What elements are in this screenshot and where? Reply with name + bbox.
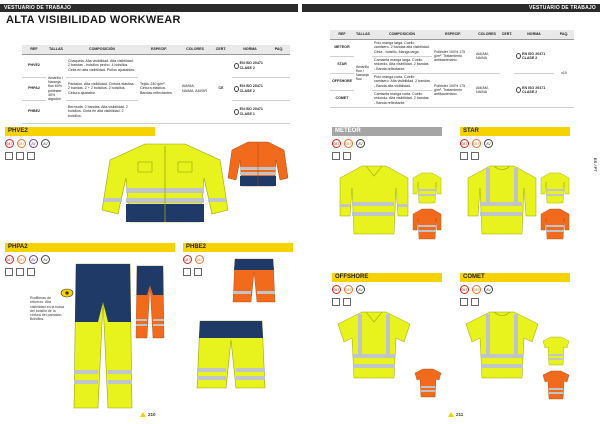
right-header-bar: [302, 4, 600, 12]
meteor-yellow-polo-small-image: [412, 172, 442, 204]
col-header: COMPOSICIÓN: [372, 30, 432, 39]
table-header-row: [330, 30, 574, 39]
certification-icon: 20471: [195, 255, 204, 264]
row-colors: AM/MA, NA/MA, AM/GR: [180, 54, 210, 123]
col-header: TALLAS: [354, 30, 372, 39]
row-pack: x10: [554, 39, 574, 107]
phpa2-orange-trousers-image: [135, 265, 165, 340]
color-swatch-row: [460, 152, 479, 160]
row-norm: [232, 54, 268, 77]
left-section-label: VESTUARIO DE TRABAJO: [4, 5, 72, 11]
col-header: NORMA: [514, 30, 554, 39]
product-label-star: STAR: [460, 127, 570, 136]
phve2-orange-jacket-image: [228, 140, 288, 190]
row-model: PHBE2: [22, 100, 46, 123]
feature-icon: AV: [484, 139, 493, 148]
col-header: ESPECIF.: [138, 45, 180, 54]
badge-row: [332, 139, 365, 148]
swatch-icon: [460, 298, 468, 306]
row-colors: AM/AM, NA/NA: [474, 39, 500, 73]
col-header: PAQ.: [554, 30, 574, 39]
swatch-icon: [27, 152, 35, 160]
row-model: PHVE2: [22, 54, 46, 77]
comet-yellow-shirt-small-image: [542, 336, 570, 366]
col-header: TALLAS: [46, 45, 66, 54]
class-icon: AV: [29, 139, 38, 148]
phpa2-yellow-trousers-image: [72, 262, 134, 412]
page-title: ALTA VISIBILIDAD WORKWEAR: [6, 14, 181, 26]
swatch-icon: [332, 152, 340, 160]
row-desc: Camiseta manga larga. Cuello redondo. Alta visibilidad. 2 bandas - Banda reflectante.: [372, 56, 432, 73]
col-header: CERT.: [500, 30, 514, 39]
product-label-comet: COMET: [460, 273, 570, 282]
badge-row: [5, 255, 50, 264]
offshore-yellow-polo-image: [336, 310, 412, 380]
norm-text: EN ISO 20471 CLASE 2: [522, 85, 546, 94]
phve2-yellow-jacket-image: [100, 140, 230, 230]
phbe2-yellow-bermuda-image: [196, 320, 266, 390]
page-number-text: 211: [456, 412, 464, 417]
swatch-icon: [471, 298, 479, 306]
triangle-icon: [140, 412, 146, 417]
col-header: NORMA: [232, 45, 268, 54]
product-label-phve2: PHVE2: [5, 127, 155, 136]
feature-icon: AV: [41, 139, 50, 148]
star-yellow-shirt-image: [466, 164, 538, 236]
swatch-icon: [16, 152, 24, 160]
row-norm: [232, 77, 268, 100]
row-spec: Tejido 240 g/m². Cintura elástica. Bandas reflectantes.: [138, 54, 180, 123]
norm-icon: [234, 86, 239, 92]
badge-row: [183, 255, 204, 264]
col-header: CERT.: [210, 45, 232, 54]
norm-text: EN ISO 20471 CLASE 1: [239, 107, 263, 116]
row-norm: [232, 100, 268, 123]
page-number-right: [448, 412, 463, 417]
feature-icon: AV: [356, 139, 365, 148]
norm-text: EN ISO 20471 CLASE 2: [239, 84, 263, 93]
right-spec-table: [330, 30, 574, 108]
triangle-icon: [448, 412, 454, 417]
color-swatch-row: [5, 152, 35, 160]
color-swatch-row: [332, 152, 351, 160]
feature-icon: AV: [356, 285, 365, 294]
certification-icon: 20471: [5, 139, 14, 148]
certification-icon: 20471: [332, 139, 341, 148]
table-row: [22, 54, 290, 77]
norm-icon: [234, 63, 239, 69]
row-cert: [210, 54, 232, 123]
swatch-icon: [5, 152, 13, 160]
row-norm: [514, 73, 554, 107]
row-pack: [268, 100, 290, 123]
row-norm: [514, 39, 554, 73]
row-sizes: Amarillo fluo / Naranja fluo: [354, 39, 372, 107]
swatch-icon: [332, 298, 340, 306]
row-desc: Polo manga larga. Cuello camisero. 2 bandas alta visibilidad. Cinta - bolsillo. Manga larga.: [372, 39, 432, 56]
side-note: Rodilleras de refuerzo. Alta visibilidad en la bolsa del bolsillo de la cintura del pantalón. Bolsillos.: [30, 296, 64, 322]
star-orange-shirt-image: [540, 208, 570, 240]
meteor-orange-polo-image: [412, 208, 442, 240]
col-header: COLORES: [180, 45, 210, 54]
side-tab: ES / PT: [593, 158, 598, 172]
row-desc: Camiseta manga corta. Cuello redondo. Alta visibilidad. 2 bandas - Banda reflectante.: [372, 90, 432, 107]
swatch-icon: [5, 268, 13, 276]
swatch-icon: [343, 298, 351, 306]
row-desc: Chaqueta. Alta visibilidad. Alta visibilidad. 2 bandas - bolsillos pecho. 4 bolsillos. Cinta en alta visibilidad. Puños ajustables.: [66, 54, 138, 77]
certification-icon: 20471: [460, 139, 469, 148]
product-label-offshore: OFFSHORE: [332, 273, 442, 282]
norm-icon: [234, 109, 239, 115]
certification-icon: 20471: [344, 139, 353, 148]
col-header: REF: [22, 45, 46, 54]
color-swatch-row: [460, 298, 479, 306]
row-pack: [268, 77, 290, 100]
row-sizes: Amarillo / Naranja fluo 60% poliéster 40% algodón: [46, 54, 66, 123]
certification-icon: 20471: [5, 255, 14, 264]
badge-row: [460, 285, 493, 294]
swatch-icon: [27, 268, 35, 276]
col-header: COMPOSICIÓN: [66, 45, 138, 54]
certification-icon: 20471: [17, 139, 26, 148]
badge-row: [460, 139, 493, 148]
row-desc: Bermuda. 2 bandas. Alta visibilidad. 2 bolsillos. Cinta en alta visibilidad. 2 bolsillos.: [66, 100, 138, 123]
star-yellow-shirt-small-image: [540, 172, 570, 204]
right-section-label: VESTUARIO DE TRABAJO: [528, 5, 596, 11]
product-label-phbe2: PHBE2: [183, 243, 293, 252]
row-model: STAR: [330, 56, 354, 73]
row-model: PHPA2: [22, 77, 46, 100]
swatch-icon: [194, 268, 202, 276]
left-spec-table: [22, 45, 290, 124]
row-cert: [500, 39, 514, 107]
swatch-icon: [183, 268, 191, 276]
certification-icon: 20471: [460, 285, 469, 294]
col-header: ESPECIF.: [432, 30, 474, 39]
swatch-icon: [471, 152, 479, 160]
row-model: COMET: [330, 90, 354, 107]
feature-icon: AV: [41, 255, 50, 264]
row-desc: Pantalón. Alta visibilidad. Cintura elástica. 2 bandas. 2 + 2 bolsillos. 2 bolsillos. Cintura ajustable.: [66, 77, 138, 100]
row-desc: Polo manga corta. Cuello camisero. Alta visibilidad. 2 bandas - Banda alta visibilidad.: [372, 73, 432, 90]
table-row: [330, 39, 574, 56]
col-header: PAQ.: [268, 45, 290, 54]
norm-icon: [516, 53, 521, 59]
certification-icon: 20471: [183, 255, 192, 264]
norm-icon: [516, 87, 521, 93]
left-header-bar: [0, 4, 298, 12]
comet-orange-shirt-image: [542, 370, 570, 400]
certification-icon: 20471: [472, 139, 481, 148]
swatch-icon: [343, 152, 351, 160]
row-model: OFFSHORE: [330, 73, 354, 90]
col-header: COLORES: [474, 30, 500, 39]
color-swatch-row: [332, 298, 351, 306]
row-pack: [268, 54, 290, 77]
certification-icon: 20471: [332, 285, 341, 294]
swatch-icon: [460, 152, 468, 160]
feature-icon: AV: [484, 285, 493, 294]
page-number-text: 210: [148, 412, 156, 417]
row-colors: AM/AM, NA/NA: [474, 73, 500, 107]
certification-icon: 20471: [344, 285, 353, 294]
product-label-phpa2: PHPA2: [5, 243, 175, 252]
col-header: REF: [330, 30, 354, 39]
table-header-row: [22, 45, 290, 54]
row-spec: Poliéster 100% 175 g/m². Tratamiento antibacteriano.: [432, 39, 474, 73]
product-label-meteor: METEOR: [332, 127, 442, 136]
meteor-yellow-polo-image: [338, 164, 410, 236]
norm-text: EN ISO 20471 CLASE 2: [522, 51, 546, 60]
offshore-orange-polo-image: [414, 368, 442, 398]
color-swatch-row: [5, 268, 35, 276]
badge-row: [332, 285, 365, 294]
class-icon: AV: [29, 255, 38, 264]
swatch-icon: [16, 268, 24, 276]
page-number-left: [140, 412, 156, 417]
badge-row: [5, 139, 50, 148]
certification-icon: 20471: [472, 285, 481, 294]
row-model: METEOR: [330, 39, 354, 56]
phbe2-orange-bermuda-image: [232, 258, 276, 304]
certification-icon: 20471: [17, 255, 26, 264]
row-spec: Poliéster 100% 175 g/m². Tratamiento antibacteriano.: [432, 73, 474, 107]
comet-yellow-shirt-image: [464, 310, 540, 380]
ce-mark: CE: [218, 86, 224, 91]
color-swatch-row: [183, 268, 202, 276]
norm-text: EN ISO 20471 CLASE 2: [239, 61, 263, 70]
